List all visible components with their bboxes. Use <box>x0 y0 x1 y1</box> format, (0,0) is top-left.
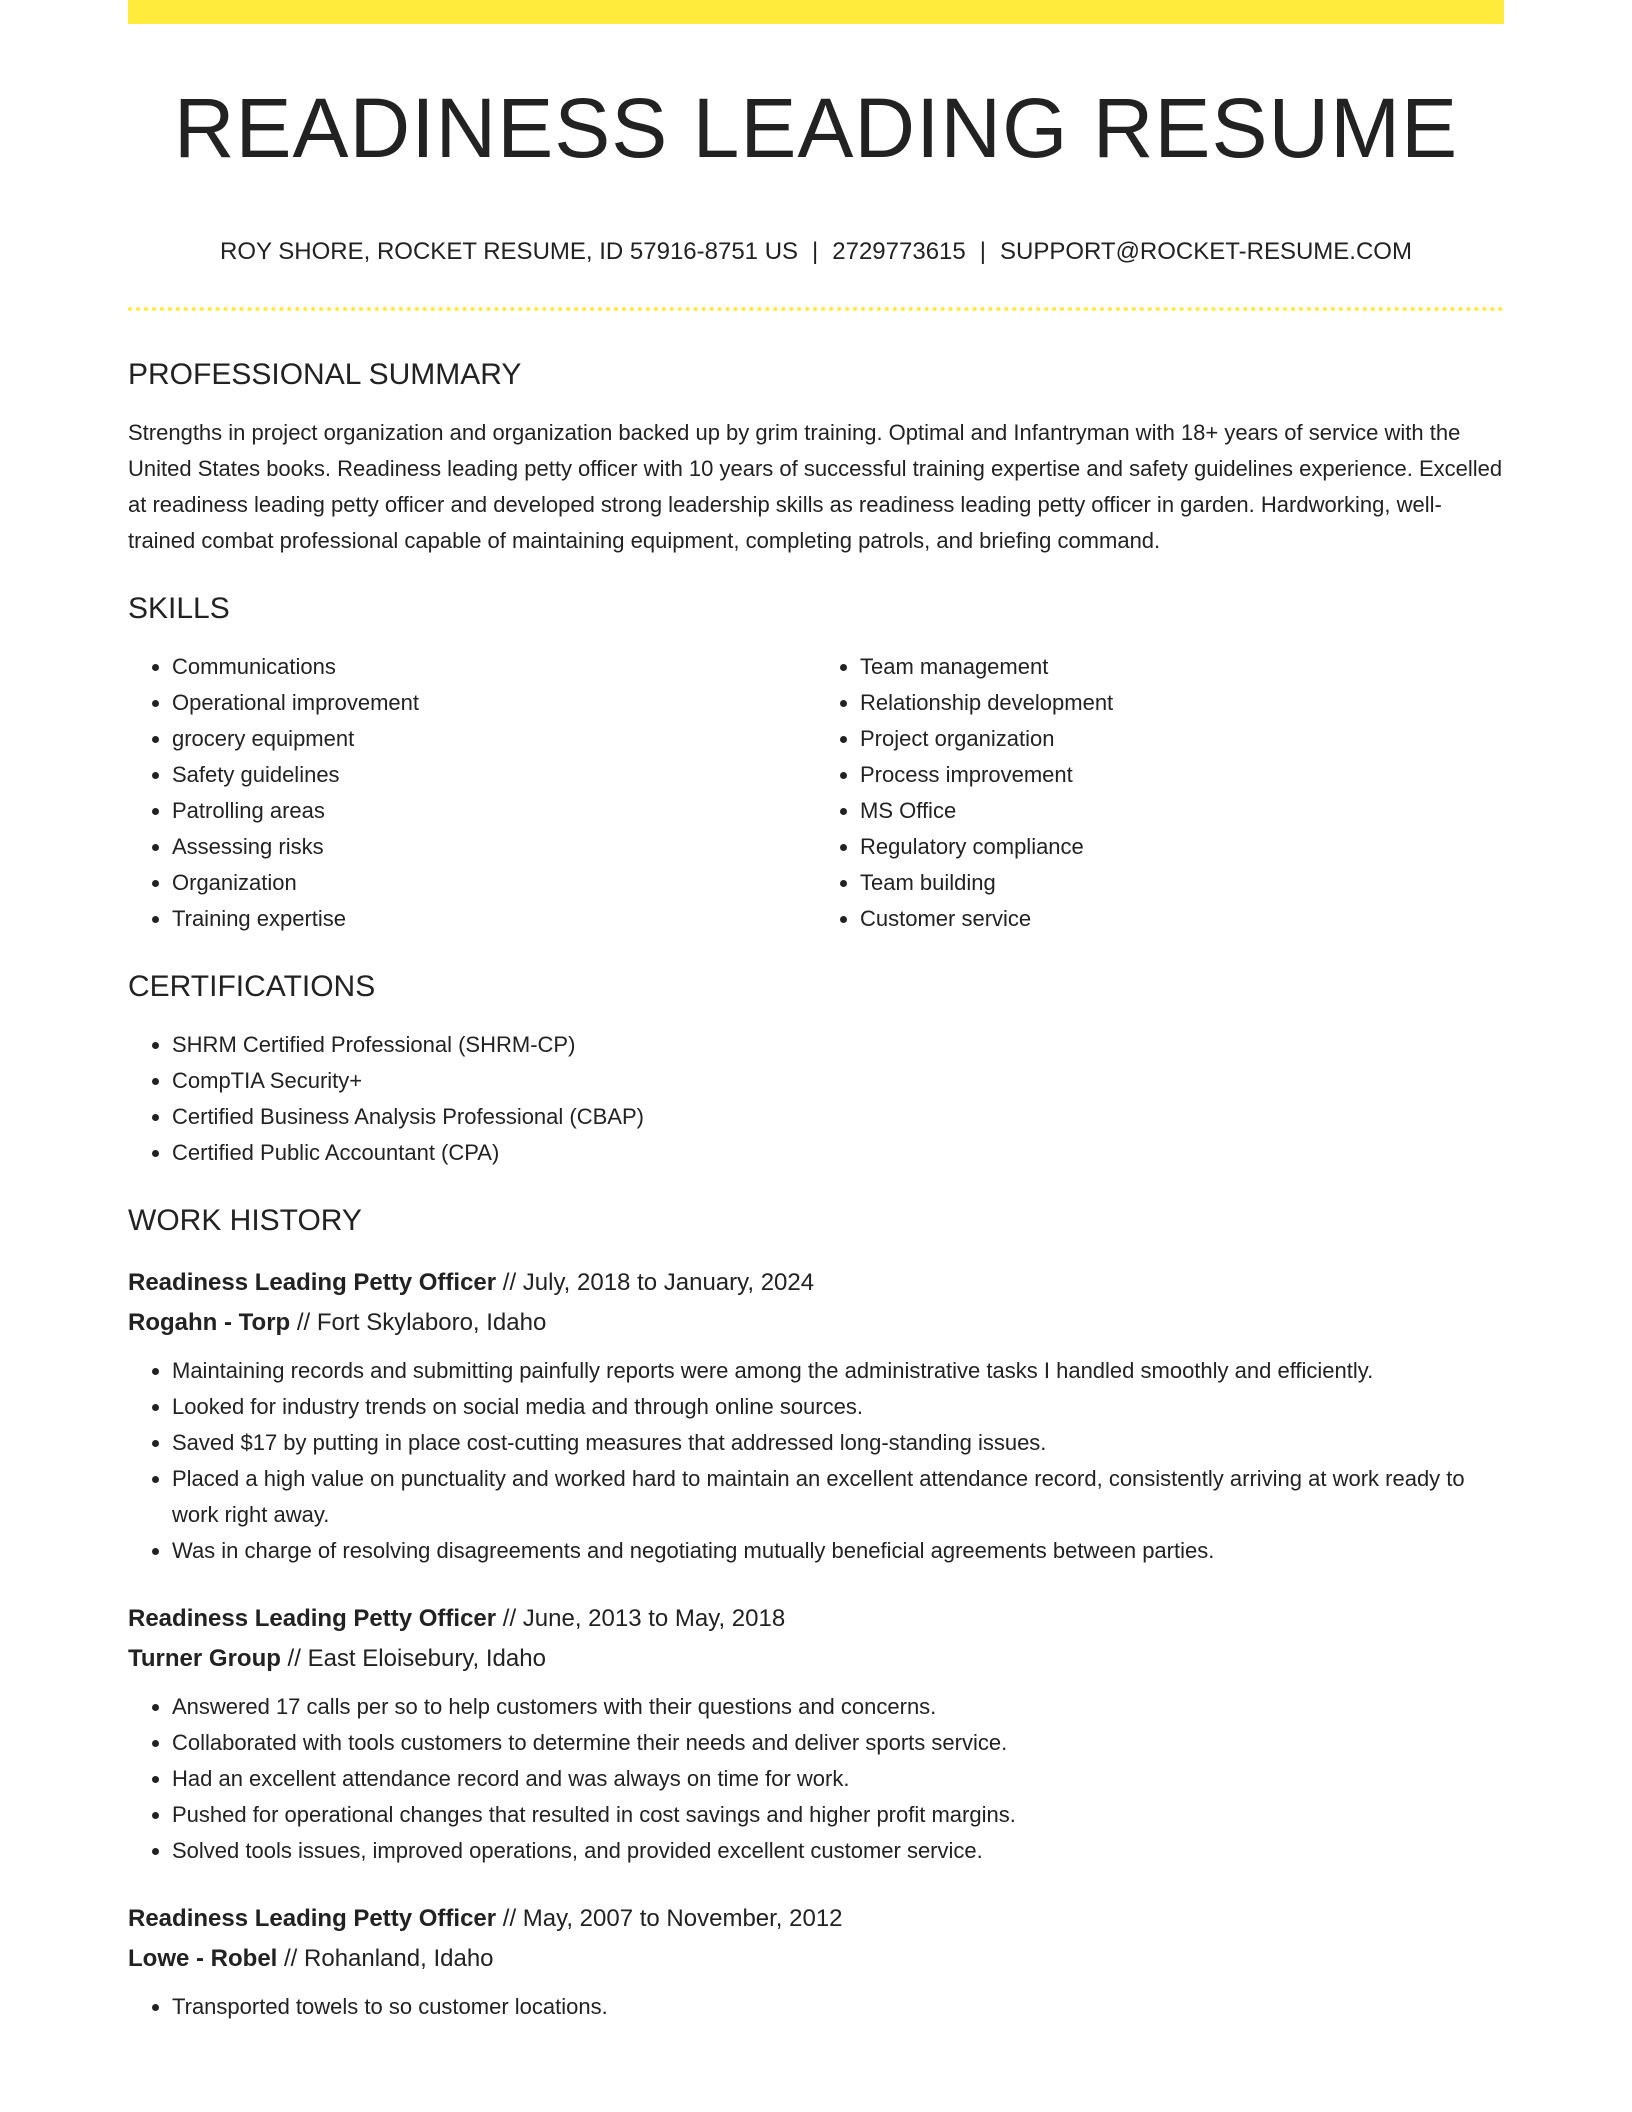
skill-item: • Assessing risks <box>172 829 816 865</box>
summary-heading: PROFESSIONAL SUMMARY <box>128 357 522 391</box>
skill-item: • Safety guidelines <box>172 757 816 793</box>
contact-line <box>128 238 1504 267</box>
job-role-line <box>128 1899 1504 1939</box>
work-history-heading: WORK HISTORY <box>128 1203 362 1237</box>
skills-heading: SKILLS <box>128 591 230 625</box>
job-company: Rogahn - Torp <box>128 1308 291 1336</box>
skill-item: • Communications <box>172 649 816 685</box>
job-company-line <box>128 1639 1504 1679</box>
job-bullet: • Looked for industry trends on social media and through online sources. <box>172 1389 1504 1425</box>
skills-column-right <box>816 649 1504 937</box>
skill-item: • Organization <box>172 865 816 901</box>
skill-item: • Training expertise <box>172 901 816 937</box>
skill-item: • Project organization <box>860 721 1504 757</box>
certification-item: • Certified Public Accountant (CPA) <box>172 1135 1504 1171</box>
certifications-heading: CERTIFICATIONS <box>128 969 376 1003</box>
job-location: // Fort Skylaboro, Idaho <box>290 1308 547 1336</box>
job-bullet: • Pushed for operational changes that resulted in cost savings and higher profit margins. <box>172 1797 1504 1833</box>
job-role-line <box>128 1599 1504 1639</box>
skill-item: • grocery equipment <box>172 721 816 757</box>
job-entry <box>128 1599 1504 1869</box>
job-bullet: • Placed a high value on punctuality and worked hard to maintain an excellent attendance record, consistently arriving at work ready to work right away. <box>172 1461 1504 1533</box>
job-bullet: • Collaborated with tools customers to determine their needs and deliver sports service. <box>172 1725 1504 1761</box>
job-dates: // May, 2007 to November, 2012 <box>496 1904 843 1932</box>
job-role: Readiness Leading Petty Officer <box>128 1268 497 1296</box>
job-bullet: • Maintaining records and submitting painfully reports were among the administrative tasks I handled smoothly and efficiently. <box>172 1353 1504 1389</box>
job-entry <box>128 1263 1504 1569</box>
top-accent-bar <box>128 0 1504 24</box>
skill-item: • Customer service <box>860 901 1504 937</box>
job-bullet-list <box>128 1689 1504 1869</box>
job-dates: // July, 2018 to January, 2024 <box>496 1268 815 1296</box>
job-company: Turner Group <box>128 1644 281 1672</box>
certifications-list <box>128 1027 1504 1171</box>
job-role-line <box>128 1263 1504 1303</box>
skills-column-left <box>128 649 816 937</box>
skills-grid <box>128 649 1504 937</box>
skill-item: • Patrolling areas <box>172 793 816 829</box>
contact-address: ROY SHORE, ROCKET RESUME, ID 57916-8751 US <box>220 238 799 265</box>
contact-phone: 2729773615 <box>832 238 966 265</box>
job-role: Readiness Leading Petty Officer <box>128 1604 497 1632</box>
contact-separator: | <box>979 238 986 265</box>
skill-item: • Process improvement <box>860 757 1504 793</box>
job-location: // Rohanland, Idaho <box>277 1944 494 1972</box>
job-bullet: • Solved tools issues, improved operations, and provided excellent customer service. <box>172 1833 1504 1869</box>
job-location: // East Eloisebury, Idaho <box>280 1644 546 1672</box>
job-bullet: • Saved $17 by putting in place cost-cutting measures that addressed long-standing issues. <box>172 1425 1504 1461</box>
job-bullet: • Answered 17 calls per so to help customers with their questions and concerns. <box>172 1689 1504 1725</box>
skill-item: • Relationship development <box>860 685 1504 721</box>
skill-item: • Regulatory compliance <box>860 829 1504 865</box>
job-bullet: • Was in charge of resolving disagreements and negotiating mutually beneficial agreements between parties. <box>172 1533 1504 1569</box>
job-bullet: • Had an excellent attendance record and was always on time for work. <box>172 1761 1504 1797</box>
job-company-line <box>128 1303 1504 1343</box>
resume-name: READINESS LEADING RESUME <box>173 81 1459 175</box>
job-entry <box>128 1899 1504 2025</box>
skill-item: • Team management <box>860 649 1504 685</box>
job-company-line <box>128 1939 1504 1979</box>
certification-item: • SHRM Certified Professional (SHRM-CP) <box>172 1027 1504 1063</box>
skill-item: • MS Office <box>860 793 1504 829</box>
job-dates: // June, 2013 to May, 2018 <box>496 1604 786 1632</box>
skill-item: • Operational improvement <box>172 685 816 721</box>
certification-item: • Certified Business Analysis Professional (CBAP) <box>172 1099 1504 1135</box>
resume-page <box>128 0 1504 2025</box>
job-bullet-list <box>128 1353 1504 1569</box>
dotted-divider <box>128 307 1504 311</box>
certification-item: • CompTIA Security+ <box>172 1063 1504 1099</box>
job-company: Lowe - Robel <box>128 1944 278 1972</box>
job-bullet: • Transported towels to so customer locations. <box>172 1989 1504 2025</box>
contact-email: SUPPORT@ROCKET-RESUME.COM <box>999 238 1412 265</box>
skill-item: • Team building <box>860 865 1504 901</box>
summary-text: Strengths in project organization and organization backed up by grim training. Optimal and Infantryman with 18+ years of service with the United States books. Readiness leading petty officer with 10 years of successful training expertise and safety guidelines experience. Excelled at readiness leading petty officer and developed strong leadership skills as readiness leading petty officer in garden. Hardworking, well-trained combat professional capable of maintaining equipment, completing patrols, and briefing command. <box>128 419 1503 553</box>
contact-separator: | <box>812 238 819 265</box>
job-bullet-list <box>128 1989 1504 2025</box>
job-role: Readiness Leading Petty Officer <box>128 1904 497 1932</box>
